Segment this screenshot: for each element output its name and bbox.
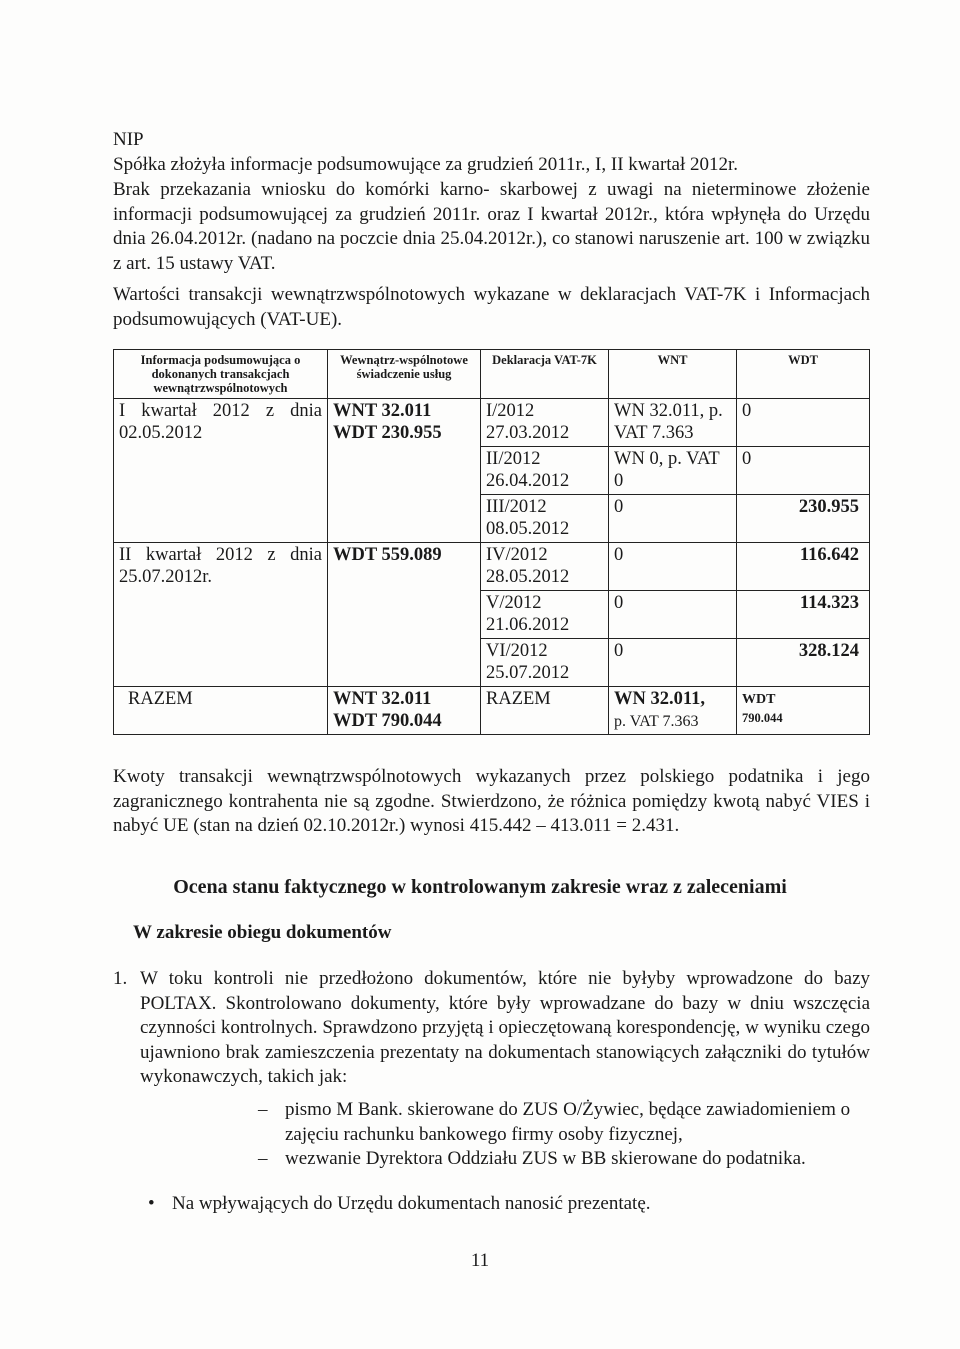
- wnt-cell: [609, 639, 737, 687]
- intro-paragraph-2: Brak przekazania wniosku do komórki karno- skarbowej z uwagi na nieterminowe złożenie informacji podsumowującej za grudzień 2011r. oraz I kwartał 2012r., która wpłynęła do Urzędu dnia 26.04.2012r. (nadano na poczcie dnia 25.04.2012r.), co stanowi naruszenie art. 100 w związku z art. 15 ustawy VAT.: [113, 179, 870, 274]
- declaration-date: 27.03.2012: [486, 422, 570, 443]
- declaration-cell: [481, 399, 609, 447]
- wnt-line: 0: [614, 497, 624, 517]
- intro-paragraph-1: Spółka złożyła informacje podsumowujące za grudzień 2011r., I, II kwartał 2012r.: [113, 154, 739, 175]
- declaration-date: 25.07.2012: [486, 662, 570, 683]
- dash-item: [258, 1098, 875, 1147]
- wdt-cell: 116.642: [737, 543, 870, 591]
- wnt-line: 0: [614, 545, 624, 565]
- total-declaration-cell: RAZEM: [481, 687, 609, 735]
- declaration-period: V/2012: [486, 593, 542, 613]
- wdt-cell: 328.124: [737, 639, 870, 687]
- intro-paragraph-3: Wartości transakcji wewnątrzwspólnotowych wykazane w deklaracjach VAT-7K i Informacjach podsumowujących (VAT-UE).: [113, 284, 870, 330]
- vat-transactions-table: [113, 349, 870, 735]
- table-row: [114, 543, 870, 591]
- declaration-period: I/2012: [486, 401, 535, 421]
- subsection-title: W zakresie obiegu dokumentów: [133, 922, 392, 943]
- dash-marker: –: [258, 1099, 268, 1120]
- header-info: Informacja podsumowująca o dokonanych transakcjach wewnątrzwspólnotowych: [114, 350, 328, 399]
- declaration-date: 26.04.2012: [486, 470, 570, 491]
- wdt-cell: 114.323: [737, 591, 870, 639]
- services-cell: [328, 399, 481, 543]
- declaration-date: 28.05.2012: [486, 566, 570, 587]
- wdt-line: WDT: [742, 692, 776, 707]
- declaration-period: II/2012: [486, 449, 541, 469]
- services-line: WDT 790.044: [333, 710, 442, 731]
- header-wnt: WNT: [609, 350, 737, 399]
- wdt-line: 790.044: [742, 711, 783, 725]
- wnt-line: VAT 7.363: [614, 422, 694, 443]
- table-header-row: [114, 350, 870, 399]
- list-item: [113, 967, 870, 1090]
- bullet-item: [148, 1193, 872, 1215]
- wnt-cell: [609, 543, 737, 591]
- wdt-cell: 230.955: [737, 495, 870, 543]
- section-title: Ocena stanu faktycznego w kontrolowanym zakresie wraz z zaleceniami: [173, 876, 787, 898]
- services-line: WDT 230.955: [333, 422, 442, 443]
- declaration-period: III/2012: [486, 497, 547, 517]
- wnt-line: 0: [614, 470, 624, 491]
- services-cell: [328, 543, 481, 687]
- declaration-cell: [481, 495, 609, 543]
- header-services: Wewnątrz-wspólnotowe świadczenie usług: [328, 350, 481, 399]
- wnt-line: 0: [614, 593, 624, 613]
- wnt-line: WN 32.011,: [614, 689, 705, 709]
- item-text: W toku kontroli nie przedłożono dokumentów, które nie byłyby wprowadzone do bazy POLTAX. Skontrolowano dokumenty, które były wprowadzane do bazy w dniu wszczęcia czynności kontrolnych. Sprawdzono przyjętą i opieczętowaną korespondencję, w wyniku czego ujawniono brak zamieszczenia prezentaty na dokumentach stanowiących załączniki do tytułów wykonawczych, takich jak:: [140, 968, 870, 1087]
- info-cell: II kwartał 2012 z dnia 25.07.2012r.: [114, 543, 328, 687]
- after-table-paragraph: Kwoty transakcji wewnątrzwspólnotowych wykazanych przez polskiego podatnika i jego zagranicznego kontrahenta nie są zgodne. Stwierdzono, że różnica pomiędzy kwotą nabyć VIES i nabyć UE (stan na dzień 02.10.2012r.) wynosi 415.442 – 413.011 = 2.431.: [113, 766, 870, 836]
- wnt-line: p. VAT 7.363: [614, 712, 699, 730]
- header-wdt: WDT: [737, 350, 870, 399]
- total-wnt-cell: [609, 687, 737, 735]
- services-line: WDT 559.089: [333, 545, 442, 565]
- table-total-row: [114, 687, 870, 735]
- dash-text: wezwanie Dyrektora Oddziału ZUS w BB skierowane do podatnika.: [285, 1148, 806, 1169]
- wnt-line: WN 32.011, p.: [614, 401, 723, 421]
- dash-marker: –: [258, 1148, 268, 1169]
- services-line: WNT 32.011: [333, 689, 432, 709]
- wnt-cell: [609, 591, 737, 639]
- declaration-period: VI/2012: [486, 641, 548, 661]
- info-cell: I kwartał 2012 z dnia 02.05.2012: [114, 399, 328, 543]
- total-label: RAZEM: [114, 687, 328, 735]
- bullet-marker: •: [148, 1193, 155, 1214]
- total-services-cell: [328, 687, 481, 735]
- dash-text: pismo M Bank. skierowane do ZUS O/Żywiec, będące zawiadomieniem o zajęciu rachunku bankowego firmy osoby fizycznej,: [285, 1099, 851, 1145]
- table-row: [114, 399, 870, 447]
- header-declaration: Deklaracja VAT-7K: [481, 350, 609, 399]
- declaration-cell: [481, 639, 609, 687]
- wnt-line: WN 0, p. VAT: [614, 449, 720, 469]
- total-wdt-cell: [737, 687, 870, 735]
- item-number: 1.: [113, 968, 128, 989]
- declaration-period: IV/2012: [486, 545, 548, 565]
- declaration-date: 21.06.2012: [486, 614, 570, 635]
- declaration-cell: [481, 591, 609, 639]
- page-number: 11: [470, 1250, 490, 1271]
- declaration-cell: [481, 447, 609, 495]
- wnt-cell: [609, 399, 737, 447]
- wdt-cell: 0: [737, 399, 870, 447]
- wdt-cell: 0: [737, 447, 870, 495]
- wnt-cell: [609, 447, 737, 495]
- nip-label: NIP: [113, 129, 144, 150]
- wnt-line: 0: [614, 641, 624, 661]
- declaration-date: 08.05.2012: [486, 518, 570, 539]
- wnt-cell: [609, 495, 737, 543]
- dash-item: [258, 1147, 875, 1172]
- services-line: WNT 32.011: [333, 401, 432, 421]
- bullet-text: Na wpływających do Urzędu dokumentach nanosić prezentatę.: [172, 1193, 651, 1214]
- declaration-cell: [481, 543, 609, 591]
